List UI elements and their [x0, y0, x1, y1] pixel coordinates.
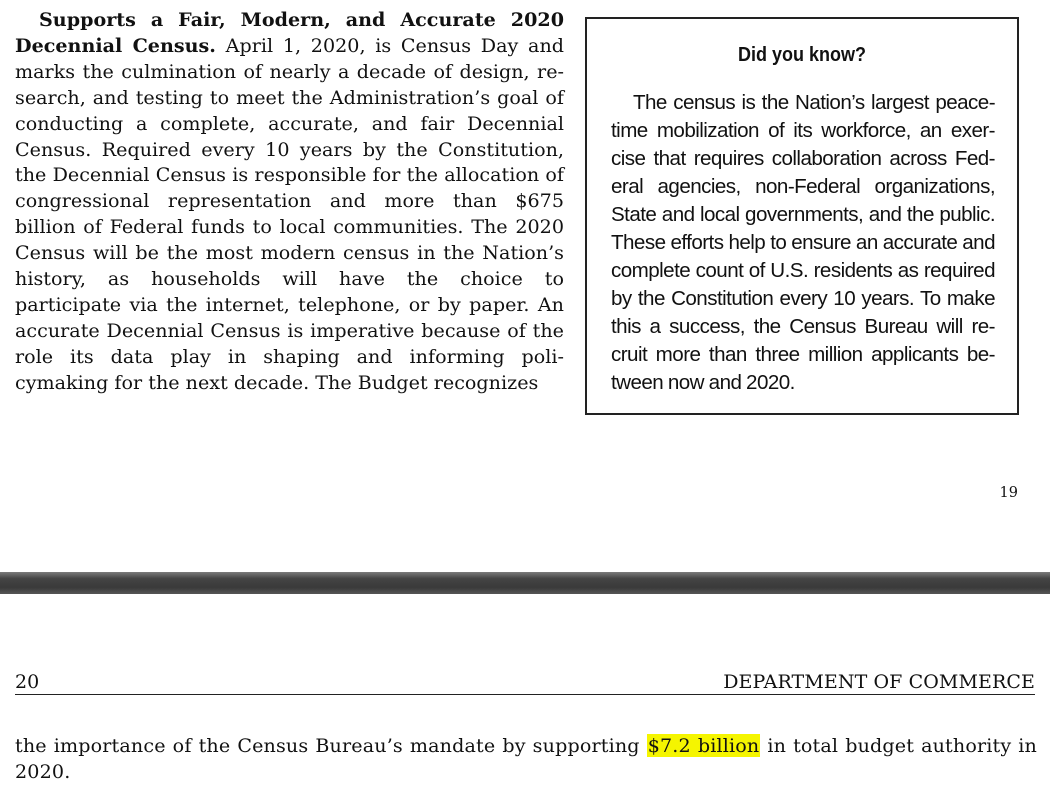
census-paragraph: [15, 7, 564, 396]
sidebar-body: The census is the Nation’s largest peace-time mobilization of its workforce, an exer-cise that requires collaboration across Fed-eral agencies, non-Federal organizations, State and local governments, and the public. These efforts help to ensure an accurate and complete count of U.S. residents as required by the Constitution every 10 years. To make this a success, the Census Bureau will re-cruit more than three million applicants be-tween now and 2020.: [611, 91, 995, 394]
running-header: [15, 670, 1035, 695]
page-number: 19: [999, 485, 1018, 501]
highlighted-amount: $7.2 billion: [647, 734, 760, 757]
sidebar-title: Did you know?: [738, 44, 866, 66]
continuation-text-end: in total budget authority in 2020.: [15, 734, 1037, 783]
page-divider: [0, 572, 1050, 594]
continuation-text-start: the importance of the Census Bureau’s mandate by supporting: [15, 734, 647, 757]
page-number: 20: [15, 671, 40, 693]
continuation-paragraph: [15, 733, 1037, 785]
paragraph-body: April 1, 2020, is Census Day and marks the culmination of nearly a decade of design, re-search, and testing to meet the Administration’s goal of conducting a complete, accurate, and fair Decennial Census. Required every 10 years by the Constitution, the Decennial Census is responsible for the allocation of congressional representation and more than $675 billion of Federal funds to local communities. The 2020 Census will be the most modern census in the Nation’s history, as households will have the choice to participate via the internet, telephone, or by paper. An accurate Decennial Census is imperative because of the role its data play in shaping and informing poli-cymaking for the next decade. The Budget recognizes: [15, 33, 565, 394]
did-you-know-sidebar: [585, 17, 1019, 415]
paragraph-lead-heading: Supports a Fair, Modern, and Accurate 2020 Decennial Census.: [15, 8, 564, 57]
department-title: DEPARTMENT OF COMMERCE: [723, 671, 1035, 693]
